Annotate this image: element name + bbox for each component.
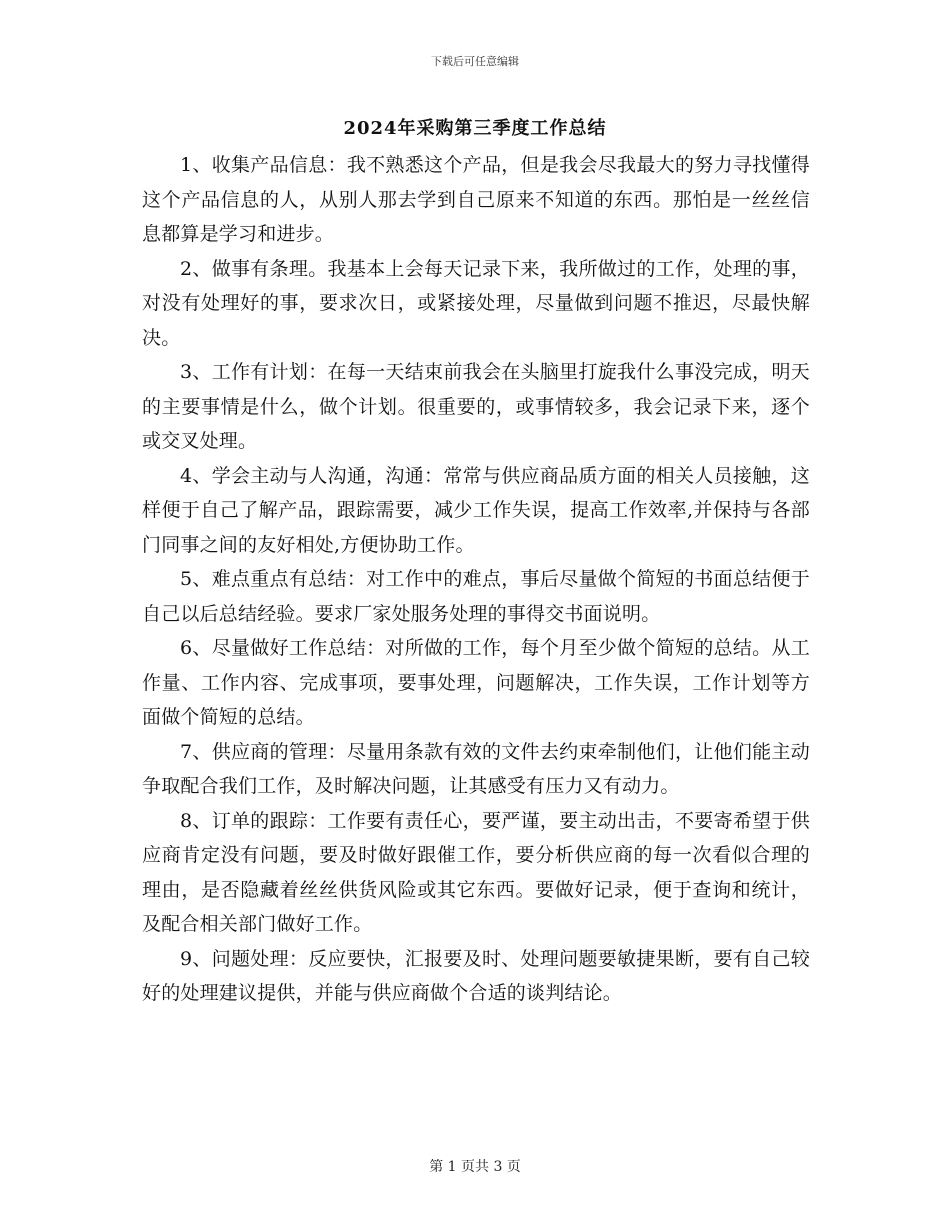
page-number-footer: 第 1 页共 3 页 (429, 1159, 521, 1175)
paragraph-1: 1、收集产品信息：我不熟悉这个产品，但是我会尽我最大的努力寻找懂得这个产品信息的人，从别人那去学到自己原来不知道的东西。那怕是一丝丝信息都算是学习和进步。 (142, 154, 810, 245)
paragraph-2: 2、做事有条理。我基本上会每天记录下来，我所做过的工作，处理的事，对没有处理好的事，要求次日，或紧接处理，尽量做到问题不推迟，尽最快解决。 (142, 257, 810, 349)
paragraph-9: 9、问题处理：反应要快，汇报要及时、处理问题要敏捷果断，要有自己较好的处理建议提供，并能与供应商做个合适的谈判结论。 (142, 947, 810, 1004)
paragraph-5: 5、难点重点有总结：对工作中的难点，事后尽量做个简短的书面总结便于自己以后总结经验。要求厂家处服务处理的事得交书面说明。 (142, 568, 810, 625)
paragraph-4: 4、学会主动与人沟通，沟通：常常与供应商品质方面的相关人员接触，这样便于自己了解产品，跟踪需要，减少工作失误，提高工作效率,并保持与各部门同事之间的友好相处,方便协助工作。 (142, 464, 810, 556)
document-title: 2024年采购第三季度工作总结 (343, 118, 607, 139)
paragraph-3: 3、工作有计划：在每一天结束前我会在头脑里打旋我什么事没完成，明天的主要事情是什么，做个计划。很重要的，或事情较多，我会记录下来，逐个或交叉处理。 (142, 361, 810, 452)
paragraph-7: 7、供应商的管理：尽量用条款有效的文件去约束牵制他们，让他们能主动争取配合我们工作，及时解决问题，让其感受有压力又有动力。 (142, 740, 810, 797)
paragraph-8: 8、订单的跟踪：工作要有责任心，要严谨，要主动出击，不要寄希望于供应商肯定没有问题，要及时做好跟催工作，要分析供应商的每一次看似合理的理由，是否隐藏着丝丝供货风险或其它东西。要做好记录，便于查询和统计，及配合相关部门做好工作。 (142, 809, 810, 935)
document-body (142, 148, 810, 1011)
page-header-note: 下载后可任意编辑 (431, 55, 519, 68)
paragraph-6: 6、尽量做好工作总结：对所做的工作，每个月至少做个简短的总结。从工作量、工作内容、完成事项，要事处理，问题解决，工作失误，工作计划等方面做个简短的总结。 (142, 637, 810, 728)
